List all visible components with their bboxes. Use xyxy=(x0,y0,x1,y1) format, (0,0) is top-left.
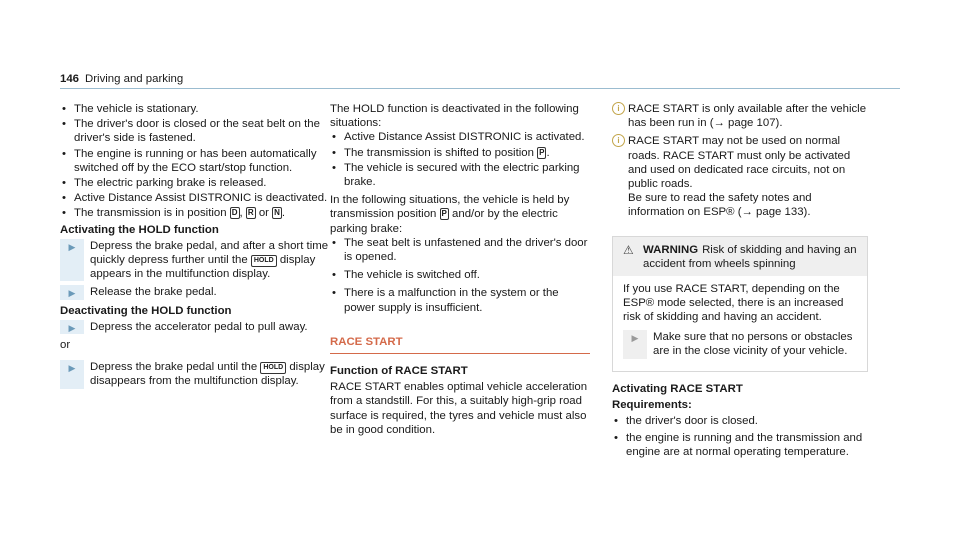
warning-header xyxy=(613,237,867,276)
step-text: Make sure that no persons or obstacles are in the close vicinity of your vehicle. xyxy=(653,331,853,358)
list-item-transmission-position xyxy=(60,206,330,220)
hold-icon: HOLD xyxy=(251,255,277,267)
text: . xyxy=(281,207,286,220)
list-item: • The vehicle is stationary. xyxy=(60,102,330,116)
text: display appears in the multifunction display. xyxy=(90,254,316,281)
header-divider xyxy=(60,88,900,89)
section-divider xyxy=(330,353,590,354)
deactivation-intro: The HOLD function is deactivated in the following situations: xyxy=(330,103,579,130)
or-label: or xyxy=(60,339,71,352)
warning-text: If you use RACE START, depending on the ESP® mode selected, there is an increased risk of skidding and having an accident. xyxy=(623,282,844,324)
activating-race-start-heading: Activating RACE START xyxy=(612,382,743,395)
page-header xyxy=(60,72,183,86)
note-race-circuits xyxy=(612,134,868,219)
text: or xyxy=(255,207,273,220)
instruction-step xyxy=(623,330,857,358)
step-arrow-icon: ▶ xyxy=(68,288,76,299)
list-item: • Active Distance Assist DISTRONIC is deactivated. xyxy=(60,191,330,205)
text: The transmission is shifted to position xyxy=(344,146,538,159)
gear-r-icon: R xyxy=(247,208,254,218)
text: Depress the brake pedal until the xyxy=(90,361,261,374)
function-heading: Function of RACE START xyxy=(330,365,468,378)
warning-body xyxy=(613,276,867,371)
step-text xyxy=(84,360,330,388)
deactivating-hold-heading: Deactivating the HOLD function xyxy=(60,304,232,317)
list-item: • The engine is running or has been automatically switched off by the ECO start/stop function. xyxy=(60,147,330,175)
activating-hold-heading: Activating the HOLD function xyxy=(60,223,219,236)
note-text: Be sure to read the safety notes and information on ESP® (→ page 133). xyxy=(628,192,812,219)
column-3 xyxy=(612,102,868,461)
text: and/or by the electric parking brake: xyxy=(330,208,558,235)
info-icon: i xyxy=(612,102,625,115)
text: Depress the brake pedal, and after a short time quickly depress further until the xyxy=(90,239,329,267)
requirements-heading: Requirements: xyxy=(612,398,692,411)
instruction-step xyxy=(60,239,330,282)
step-text: Depress the accelerator pedal to pull away. xyxy=(90,320,308,333)
list-item-shift-p xyxy=(330,146,590,160)
list-item: • The driver's door is closed or the seat belt on the driver's side is fastened. xyxy=(60,117,330,145)
step-arrow-icon: ▶ xyxy=(68,322,76,333)
list-item: • There is a malfunction in the system or the power supply is insufficient. xyxy=(330,286,590,314)
warning-label: WARNING xyxy=(643,243,699,256)
step-text xyxy=(84,239,330,282)
text: . xyxy=(546,146,550,159)
function-text: RACE START enables optimal vehicle acceleration from a standstill. For this, a suitably high-grip road surface is required, the tyres and vehicle must also be in good condition. xyxy=(330,381,588,436)
section-name: Driving and parking xyxy=(85,73,184,85)
deactivation-list xyxy=(330,130,590,189)
step-marker xyxy=(60,320,84,334)
instruction-step xyxy=(60,320,330,334)
text: , xyxy=(239,207,246,220)
step-marker xyxy=(60,285,84,299)
list-item: • Active Distance Assist DISTRONIC is activated. xyxy=(330,130,590,144)
instruction-step xyxy=(60,285,330,299)
step-marker xyxy=(60,239,84,282)
warning-title: Risk of skidding and having an accident from wheels spinning xyxy=(643,243,857,270)
hold-icon: HOLD xyxy=(260,362,286,374)
hold-conditions-list xyxy=(60,102,330,221)
warning-triangle-icon: ⚠ xyxy=(623,242,634,257)
list-item: • the driver's door is closed. xyxy=(612,414,868,428)
gear-d-icon: D xyxy=(231,208,238,218)
instruction-step xyxy=(60,360,330,388)
note-run-in xyxy=(612,102,868,130)
step-marker xyxy=(623,330,647,358)
page-number: 146 xyxy=(60,73,80,85)
step-arrow-icon: ▶ xyxy=(68,241,76,252)
list-item: • The electric parking brake is released. xyxy=(60,176,330,190)
held-intro xyxy=(330,193,590,236)
text: display disappears from the multifunction display. xyxy=(90,361,325,388)
column-1 xyxy=(60,102,330,393)
held-list xyxy=(330,236,590,315)
requirements-list xyxy=(612,414,868,460)
gear-p-icon: P xyxy=(441,209,447,219)
text: The transmission is in position xyxy=(74,207,230,220)
note-text: RACE START may not be used on normal roads. RACE START must only be activated and used on dedicated race circuits, not on public roads. xyxy=(628,135,851,191)
list-item: • The seat belt is unfastened and the driver's door is opened. xyxy=(330,236,590,264)
gear-p-icon: P xyxy=(539,147,545,157)
step-arrow-icon: ▶ xyxy=(631,333,639,344)
list-item: • the engine is running and the transmission and engine are at normal operating temperature. xyxy=(612,431,868,459)
step-text: Release the brake pedal. xyxy=(90,286,217,299)
step-marker xyxy=(60,360,84,388)
race-start-section-title: RACE START xyxy=(330,335,403,348)
list-item: • The vehicle is switched off. xyxy=(330,268,590,282)
info-icon: i xyxy=(612,134,625,147)
text: In the following situations, the vehicle is held by transmission position xyxy=(330,194,570,221)
note-text: RACE START is only available after the vehicle has been run in (→ page 107). xyxy=(628,103,867,130)
step-arrow-icon: ▶ xyxy=(68,363,76,374)
gear-n-icon: N xyxy=(274,208,280,218)
column-2 xyxy=(330,102,590,437)
list-item: • The vehicle is secured with the electric parking brake. xyxy=(330,161,590,189)
warning-box xyxy=(612,236,868,372)
